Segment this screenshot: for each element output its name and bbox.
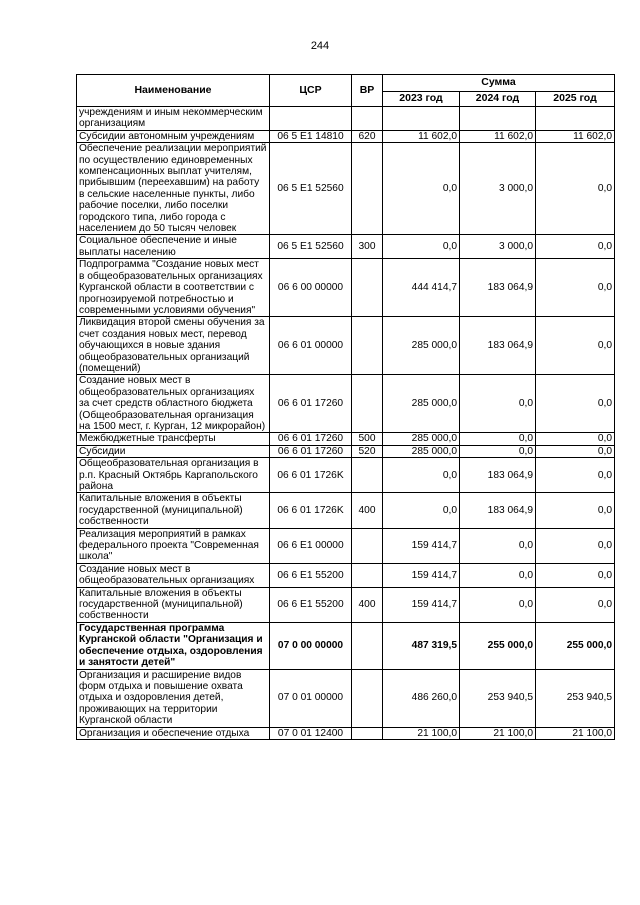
row-sum-2024 [460, 107, 536, 131]
row-sum-2024: 0,0 [460, 563, 536, 587]
row-csr: 06 5 E1 52560 [270, 235, 352, 259]
header-2024: 2024 год [460, 92, 536, 107]
row-name: Создание новых мест в общеобразовательных организациях [77, 563, 270, 587]
row-sum-2024: 0,0 [460, 433, 536, 445]
row-name: Субсидии [77, 445, 270, 457]
row-sum-2023: 444 414,7 [383, 259, 460, 317]
row-name: Государственная программа Курганской области "Организация и обеспечение отдыха, оздоровления и занятости детей" [77, 622, 270, 669]
row-vr [352, 458, 383, 493]
row-sum-2025: 0,0 [536, 563, 615, 587]
row-sum-2023: 285 000,0 [383, 375, 460, 433]
row-sum-2024: 0,0 [460, 587, 536, 622]
row-csr: 06 5 E1 14810 [270, 130, 352, 142]
row-name: Межбюджетные трансферты [77, 433, 270, 445]
row-name: Субсидии автономным учреждениям [77, 130, 270, 142]
row-csr: 06 6 01 1726K [270, 493, 352, 528]
row-sum-2025: 11 602,0 [536, 130, 615, 142]
table-row [77, 143, 615, 235]
row-sum-2024: 3 000,0 [460, 143, 536, 235]
row-name: Организация и расширение видов форм отдыха и повышение охвата отдыха и оздоровления детей, проживающих на территории Курганской области [77, 669, 270, 727]
row-csr: 07 0 00 00000 [270, 622, 352, 669]
row-sum-2023: 0,0 [383, 493, 460, 528]
row-sum-2025: 0,0 [536, 587, 615, 622]
row-sum-2025: 0,0 [536, 235, 615, 259]
row-vr [352, 622, 383, 669]
row-sum-2023: 285 000,0 [383, 433, 460, 445]
row-sum-2024: 0,0 [460, 445, 536, 457]
table-row [77, 622, 615, 669]
row-vr [352, 259, 383, 317]
row-sum-2023: 0,0 [383, 458, 460, 493]
row-vr: 620 [352, 130, 383, 142]
row-csr: 06 6 E1 55200 [270, 563, 352, 587]
table-row [77, 458, 615, 493]
row-name: Реализация мероприятий в рамках федерального проекта "Современная школа" [77, 528, 270, 563]
row-vr [352, 669, 383, 727]
table-row [77, 375, 615, 433]
row-vr [352, 375, 383, 433]
row-sum-2023: 0,0 [383, 235, 460, 259]
row-vr: 500 [352, 433, 383, 445]
row-name: учреждениям и иным некоммерческим организациям [77, 107, 270, 131]
page-number: 244 [310, 40, 330, 52]
row-sum-2023: 21 100,0 [383, 727, 460, 739]
row-sum-2024: 0,0 [460, 528, 536, 563]
row-sum-2023: 0,0 [383, 143, 460, 235]
table-body [77, 107, 615, 740]
header-2023: 2023 год [383, 92, 460, 107]
row-vr: 300 [352, 235, 383, 259]
row-csr: 06 6 01 17260 [270, 445, 352, 457]
table-row [77, 130, 615, 142]
row-sum-2025: 21 100,0 [536, 727, 615, 739]
row-sum-2023: 487 319,5 [383, 622, 460, 669]
row-csr: 06 6 E1 55200 [270, 587, 352, 622]
row-sum-2023: 159 414,7 [383, 563, 460, 587]
row-sum-2025: 0,0 [536, 143, 615, 235]
row-sum-2025: 0,0 [536, 375, 615, 433]
table-row [77, 528, 615, 563]
budget-table [76, 74, 615, 740]
row-vr: 520 [352, 445, 383, 457]
row-sum-2023: 159 414,7 [383, 528, 460, 563]
table-row [77, 669, 615, 727]
row-csr: 06 6 01 1726K [270, 458, 352, 493]
row-csr: 06 6 E1 00000 [270, 528, 352, 563]
row-csr: 06 6 00 00000 [270, 259, 352, 317]
row-vr [352, 727, 383, 739]
row-sum-2025: 0,0 [536, 445, 615, 457]
row-sum-2025: 0,0 [536, 259, 615, 317]
row-sum-2024: 183 064,9 [460, 458, 536, 493]
row-name: Организация и обеспечение отдыха [77, 727, 270, 739]
header-csr: ЦСР [270, 75, 352, 107]
row-vr [352, 143, 383, 235]
row-sum-2024: 183 064,9 [460, 493, 536, 528]
row-vr [352, 563, 383, 587]
row-sum-2025: 0,0 [536, 317, 615, 375]
row-vr: 400 [352, 493, 383, 528]
row-sum-2023: 159 414,7 [383, 587, 460, 622]
header-sum: Сумма [383, 75, 615, 92]
row-vr [352, 107, 383, 131]
row-csr: 06 6 01 17260 [270, 433, 352, 445]
row-sum-2024: 183 064,9 [460, 259, 536, 317]
row-sum-2023: 486 260,0 [383, 669, 460, 727]
header-2025: 2025 год [536, 92, 615, 107]
row-vr [352, 317, 383, 375]
table-row [77, 445, 615, 457]
row-sum-2024: 3 000,0 [460, 235, 536, 259]
header-vr: ВР [352, 75, 383, 107]
row-name: Капитальные вложения в объекты государственной (муниципальной) собственности [77, 493, 270, 528]
row-sum-2024: 183 064,9 [460, 317, 536, 375]
table-row [77, 493, 615, 528]
row-sum-2024: 253 940,5 [460, 669, 536, 727]
table-row [77, 433, 615, 445]
row-sum-2024: 21 100,0 [460, 727, 536, 739]
row-sum-2025 [536, 107, 615, 131]
table-row [77, 107, 615, 131]
row-sum-2023 [383, 107, 460, 131]
row-sum-2023: 11 602,0 [383, 130, 460, 142]
table-row [77, 563, 615, 587]
row-csr: 06 6 01 00000 [270, 317, 352, 375]
table-row [77, 235, 615, 259]
row-sum-2024: 255 000,0 [460, 622, 536, 669]
row-sum-2025: 0,0 [536, 433, 615, 445]
row-vr: 400 [352, 587, 383, 622]
row-sum-2025: 0,0 [536, 493, 615, 528]
table-row [77, 727, 615, 739]
table-row [77, 587, 615, 622]
row-sum-2023: 285 000,0 [383, 445, 460, 457]
table-row [77, 317, 615, 375]
row-csr [270, 107, 352, 131]
row-name: Капитальные вложения в объекты государственной (муниципальной) собственности [77, 587, 270, 622]
header-name: Наименование [77, 75, 270, 107]
table-row [77, 259, 615, 317]
row-csr: 06 5 E1 52560 [270, 143, 352, 235]
row-sum-2024: 11 602,0 [460, 130, 536, 142]
row-sum-2025: 0,0 [536, 458, 615, 493]
row-name: Общеобразовательная организация в р.п. Красный Октябрь Каргапольского района [77, 458, 270, 493]
row-name: Подпрограмма "Создание новых мест в общеобразовательных организациях Курганской области в соответствии с прогнозируемой потребностью и современными условиями обучения" [77, 259, 270, 317]
row-csr: 07 0 01 12400 [270, 727, 352, 739]
row-name: Обеспечение реализации мероприятий по осуществлению единовременных компенсационных выплат учителям, прибывшим (переехавшим) на работу в сельские населенные пункты, либо рабочие поселки, либо поселки городского типа, либо города с населением до 50 тысяч человек [77, 143, 270, 235]
row-vr [352, 528, 383, 563]
row-csr: 06 6 01 17260 [270, 375, 352, 433]
row-sum-2025: 253 940,5 [536, 669, 615, 727]
row-sum-2024: 0,0 [460, 375, 536, 433]
row-name: Социальное обеспечение и иные выплаты населению [77, 235, 270, 259]
row-sum-2025: 255 000,0 [536, 622, 615, 669]
row-name: Ликвидация второй смены обучения за счет создания новых мест, перевод обучающихся в новые здания общеобразовательных организаций (помещений) [77, 317, 270, 375]
row-sum-2025: 0,0 [536, 528, 615, 563]
row-name: Создание новых мест в общеобразовательных организациях за счет средств областного бюджета (Общеобразовательная организация на 1500 мест, г. Курган, 12 микрорайон) [77, 375, 270, 433]
row-csr: 07 0 01 00000 [270, 669, 352, 727]
row-sum-2023: 285 000,0 [383, 317, 460, 375]
